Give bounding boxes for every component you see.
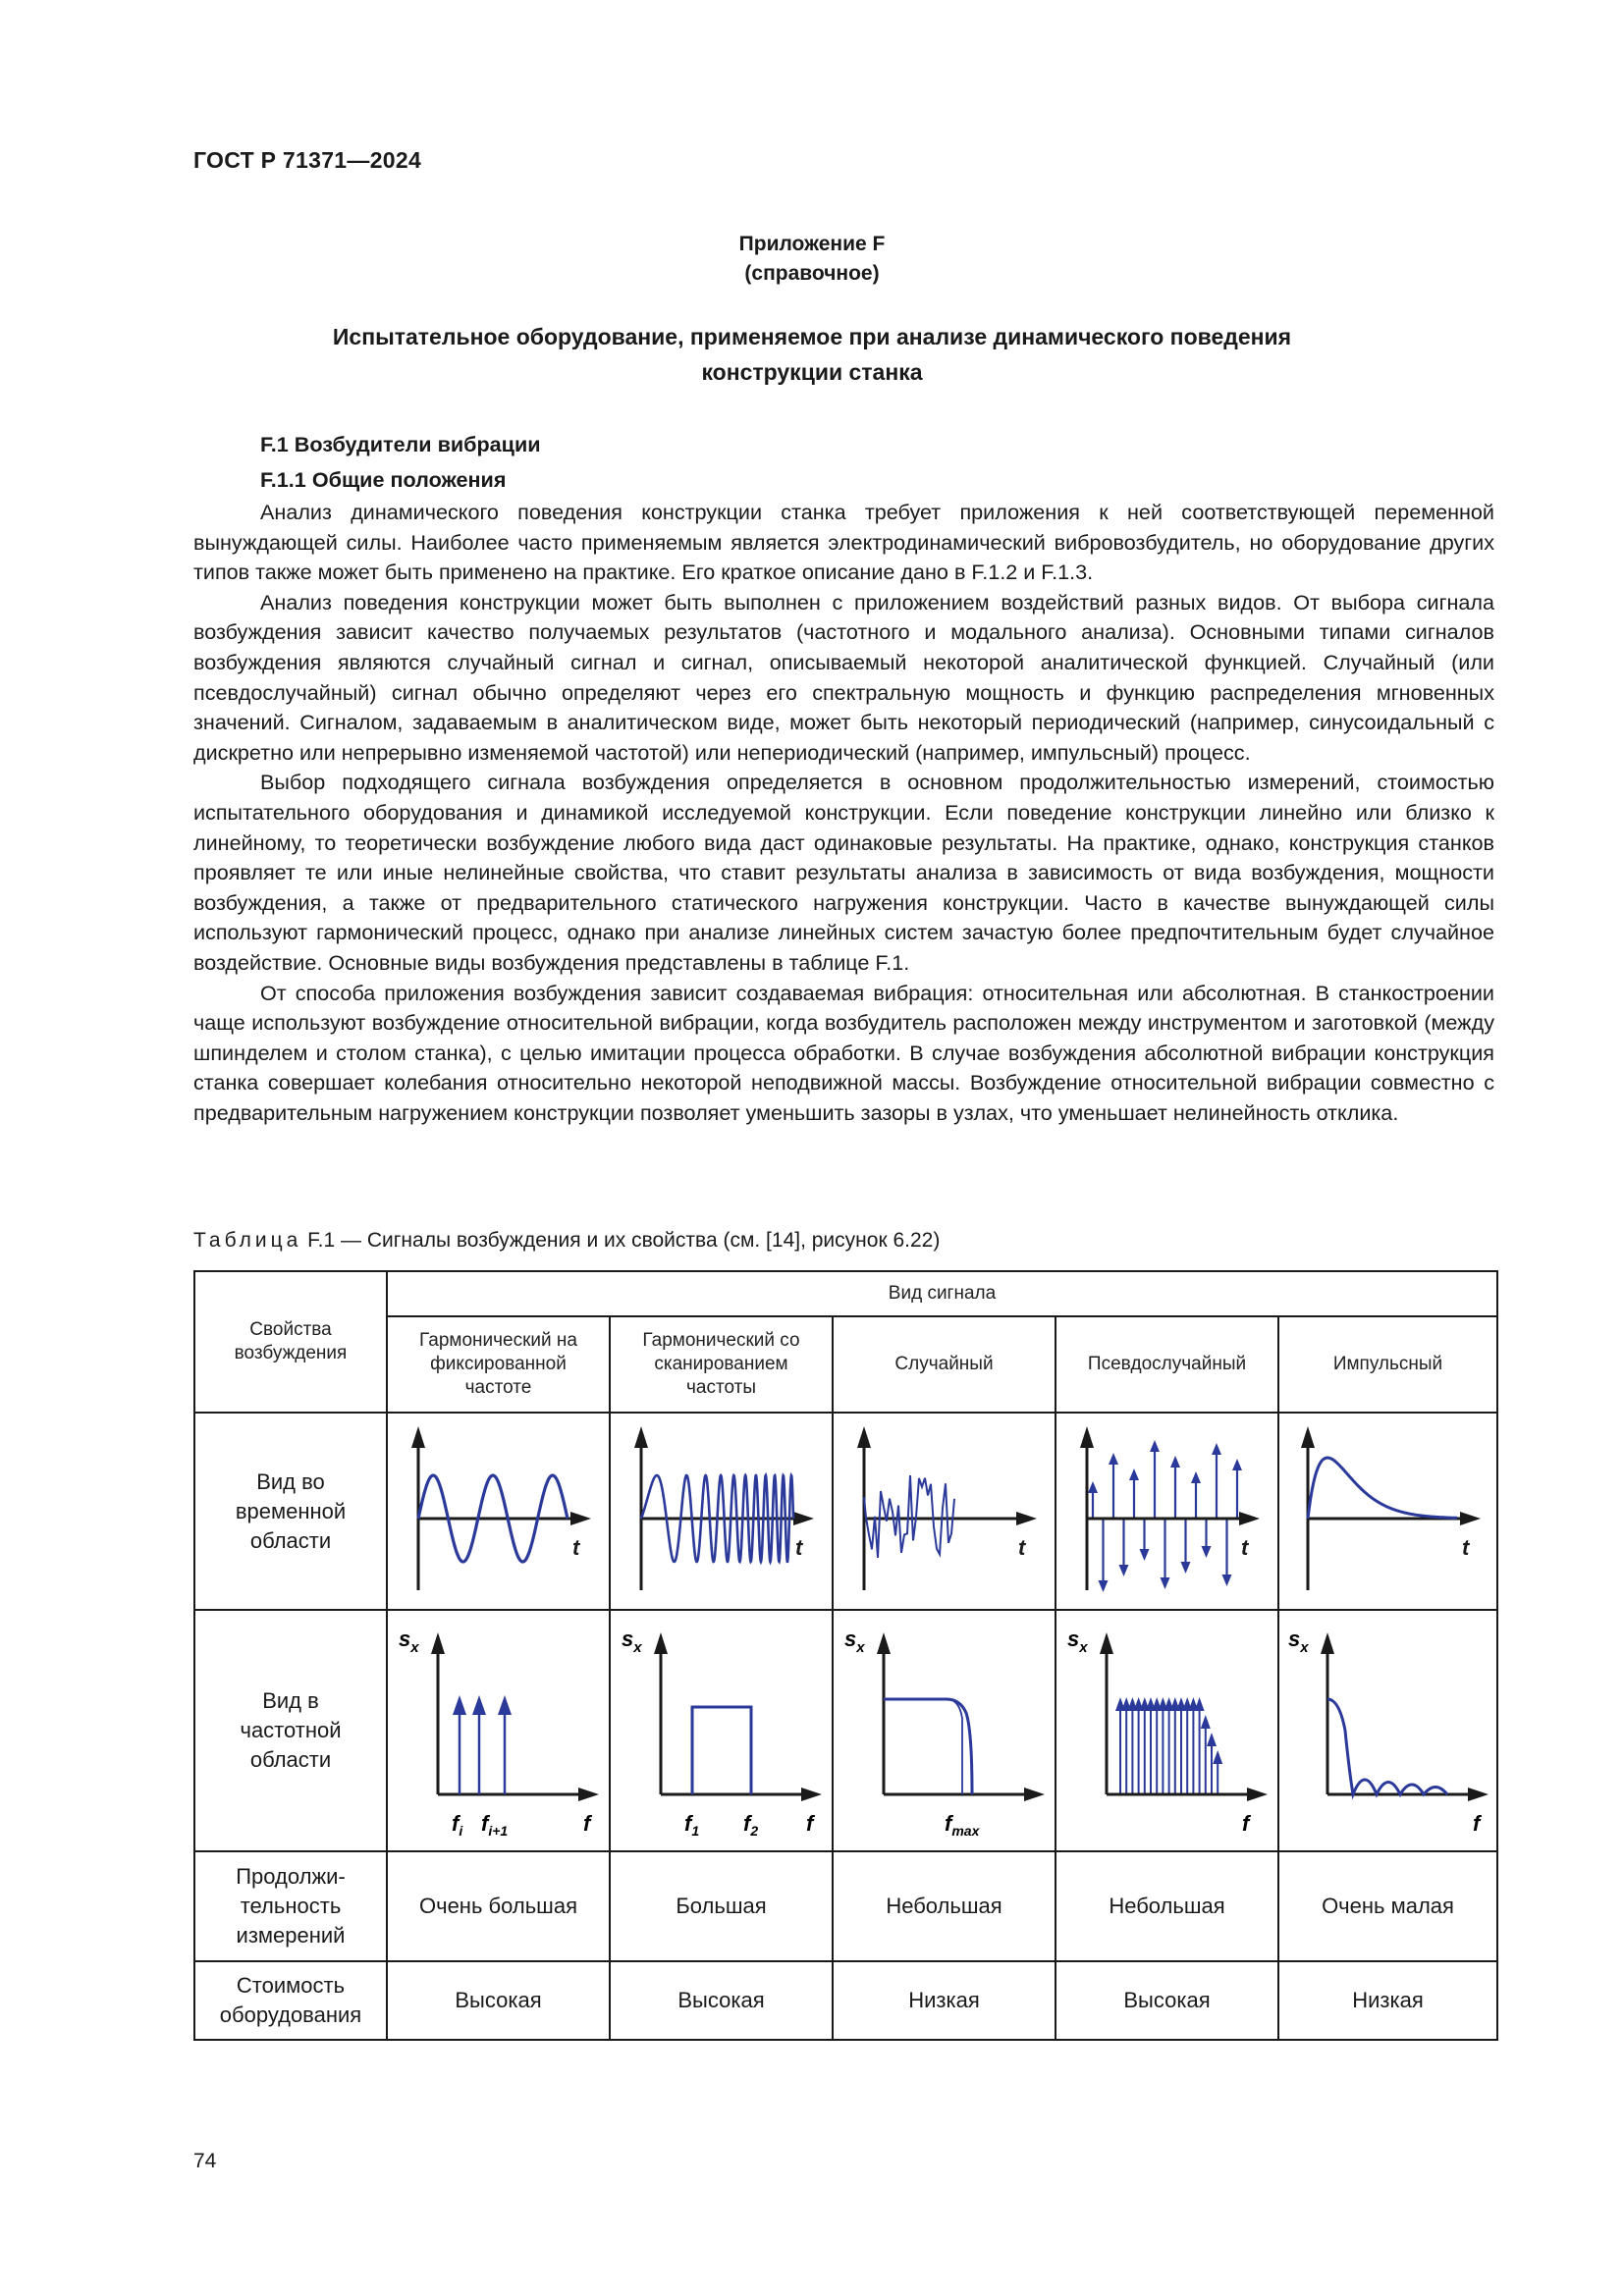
cost-random: Низкая — [833, 1961, 1056, 2040]
spectrum-axis-label: $s_x$ — [843, 1627, 865, 1656]
annex-status: (справочное) — [744, 262, 880, 285]
frequency-domain-harmonic-fixed-plot — [391, 1613, 607, 1848]
column-header-harmonic-fixed: Гармонический на фиксированной частоте — [387, 1316, 610, 1413]
time-graph-cell-pseudorandom — [1056, 1413, 1278, 1610]
annex-title: Приложение F — [738, 233, 886, 255]
pseudorandom-spectral-comb — [1115, 1697, 1222, 1794]
cost-pseudorandom: Высокая — [1056, 1961, 1278, 2040]
row-header-duration: Продолжительность измерений — [194, 1851, 387, 1961]
paragraph: Анализ поведения конструкции может быть выполнен с приложением воздействий разных видов. От выбора сигнала возбуждения зависит качество получаемых результатов (частотного и модального анализа). Основными типами сигналов возбуждения являются случайный сигнал и сигнал, описываемый некоторой аналитической функцией. Случайный (или псевдослучайный) сигнал обычно определяют через его спектральную мощность и функцию распределения мгновенных значений. Сигналом, задаваемым в аналитическом виде, может быть некоторый периодический (например, синусоидальный с дискретно или непрерывно изменяемой частотой) или непериодический (например, импульсный) процесс. — [193, 589, 1494, 765]
pseudorandom-impulse-train — [1088, 1440, 1242, 1592]
duration-impulse: Очень малая — [1278, 1851, 1497, 1961]
frequency-domain-harmonic-sweep-plot — [614, 1613, 830, 1848]
paragraph: От способа приложения возбуждения зависит создаваемая вибрация: относительная или абсолютная. В станкостроении чаще используют возбуждение относительной вибрации, когда возбудитель расположен между инструментом и заготовкой (между шпинделем и столом станка), с целью имитации процесса обработки. В случае возбуждения абсолютной вибрации конструкция станка совершает колебания относительно некоторой неподвижной массы. Возбуждение относительной вибрации совместно с предварительным нагружением конструкции позволяет уменьшить зазоры в узлах, что уменьшает нелинейность отклика. — [193, 980, 1494, 1125]
annex-heading — [0, 230, 1624, 289]
row-header-time-domain: Вид во временной области — [194, 1413, 387, 1610]
freq-graph-cell-random — [833, 1610, 1056, 1851]
freq-graph-cell-harmonic-sweep — [610, 1610, 833, 1851]
frequency-domain-random-plot — [837, 1613, 1053, 1848]
section-heading-f1: F.1 Возбудители вибрации — [260, 432, 541, 456]
frequency-domain-impulse-plot — [1280, 1613, 1496, 1848]
time-domain-pseudorandom-plot — [1059, 1418, 1275, 1605]
frequency-axis-label: f — [582, 1811, 590, 1836]
time-domain-harmonic-sweep-plot — [614, 1418, 830, 1605]
column-header-pseudorandom: Псевдослучайный — [1056, 1316, 1278, 1413]
duration-harmonic-fixed: Очень большая — [387, 1851, 610, 1961]
time-axis-label: t — [571, 1534, 579, 1560]
table-caption-word: Таблица — [193, 1229, 302, 1252]
column-header-harmonic-sweep: Гармонический со сканированием частоты — [610, 1316, 833, 1413]
time-graph-cell-harmonic-fixed — [387, 1413, 610, 1610]
frequency-label-f2: $f_2$ — [742, 1811, 758, 1839]
time-graph-cell-impulse — [1278, 1413, 1497, 1610]
duration-harmonic-sweep: Большая — [610, 1851, 833, 1961]
time-domain-harmonic-fixed-plot — [391, 1418, 607, 1605]
cost-impulse: Низкая — [1278, 1961, 1497, 2040]
duration-pseudorandom: Небольшая — [1056, 1851, 1278, 1961]
section-heading-f11: F.1.1 Общие положения — [260, 467, 507, 492]
column-header-random: Случайный — [833, 1316, 1056, 1413]
time-graph-cell-harmonic-sweep — [610, 1413, 833, 1610]
frequency-label-fmax: $f_{max}$ — [944, 1811, 979, 1839]
column-header-impulse: Импульсный — [1278, 1316, 1497, 1413]
frequency-axis-label: f — [1241, 1811, 1249, 1836]
signal-type-group-header: Вид сигнала — [387, 1271, 1497, 1316]
time-domain-random-plot — [837, 1418, 1053, 1605]
time-domain-impulse-plot — [1280, 1418, 1496, 1605]
spectral-lines — [453, 1695, 512, 1794]
annex-subject-title — [193, 319, 1431, 390]
time-axis-label: t — [1461, 1534, 1469, 1560]
body-text — [193, 427, 1494, 1128]
freq-graph-cell-pseudorandom — [1056, 1610, 1278, 1851]
time-axis-label: t — [1017, 1534, 1025, 1560]
time-axis-label: t — [794, 1534, 802, 1560]
title-line-1: Испытательное оборудование, применяемое при анализе динамического поведения — [332, 324, 1292, 349]
table-caption — [193, 1229, 940, 1253]
row-header-cost: Стоимость оборудования — [194, 1961, 387, 2040]
paragraph: Анализ динамического поведения конструкции станка требует приложения к ней соответствующей переменной вынуждающей силы. Наиболее часто применяемым является электродинамический вибровозбудитель, но оборудование других типов также может быть применено на практике. Его краткое описание дано в F.1.2 и F.1.3. — [193, 500, 1494, 585]
freq-graph-cell-impulse — [1278, 1610, 1497, 1851]
frequency-axis-label: f — [805, 1811, 813, 1836]
spectrum-axis-label: $s_x$ — [1287, 1627, 1309, 1656]
page-number: 74 — [193, 2150, 217, 2172]
cost-harmonic-fixed: Высокая — [387, 1961, 610, 2040]
spectrum-axis-label: $s_x$ — [1066, 1627, 1088, 1656]
title-line-2: конструкции станка — [701, 359, 923, 385]
document-code: ГОСТ Р 71371—2024 — [193, 147, 422, 173]
spectrum-axis-label: $s_x$ — [398, 1627, 419, 1656]
table-corner-header: Свойства возбуждения — [194, 1271, 387, 1413]
time-graph-cell-random — [833, 1413, 1056, 1610]
paragraph: Выбор подходящего сигнала возбуждения определяется в основном продолжительностью измерений, стоимостью испытательного оборудования и динамикой исследуемой конструкции. Если поведение конструкции линейно или близко к линейному, то теоретически возбуждение любого вида даст одинаковые результаты. На практике, однако, конструкция станков проявляет те или иные нелинейные свойства, что ставит результаты анализа в зависимость от вида возбуждения, мощности возбуждения, а также от предварительного статического нагружения конструкции. Часто в качестве вынуждающей силы используют гармонический процесс, однако при анализе линейных систем зачастую более предпочтительным будет случайное воздействие. Основные виды возбуждения представлены в таблице F.1. — [193, 770, 1494, 975]
duration-random: Небольшая — [833, 1851, 1056, 1961]
table-caption-text: F.1 — Сигналы возбуждения и их свойства (см. [14], рисунок 6.22) — [301, 1229, 941, 1252]
signals-table — [193, 1270, 1498, 2041]
time-axis-label: t — [1240, 1534, 1248, 1560]
frequency-label-fi1: $f_{i+1}$ — [480, 1811, 508, 1839]
frequency-label-f1: $f_1$ — [683, 1811, 699, 1839]
frequency-domain-pseudorandom-plot — [1059, 1613, 1275, 1848]
freq-graph-cell-harmonic-fixed — [387, 1610, 610, 1851]
row-header-frequency-domain: Вид в частотной области — [194, 1610, 387, 1851]
cost-harmonic-sweep: Высокая — [610, 1961, 833, 2040]
spectrum-axis-label: $s_x$ — [621, 1627, 642, 1656]
frequency-axis-label: f — [1472, 1811, 1480, 1836]
frequency-label-fi: $f_i$ — [451, 1811, 462, 1839]
